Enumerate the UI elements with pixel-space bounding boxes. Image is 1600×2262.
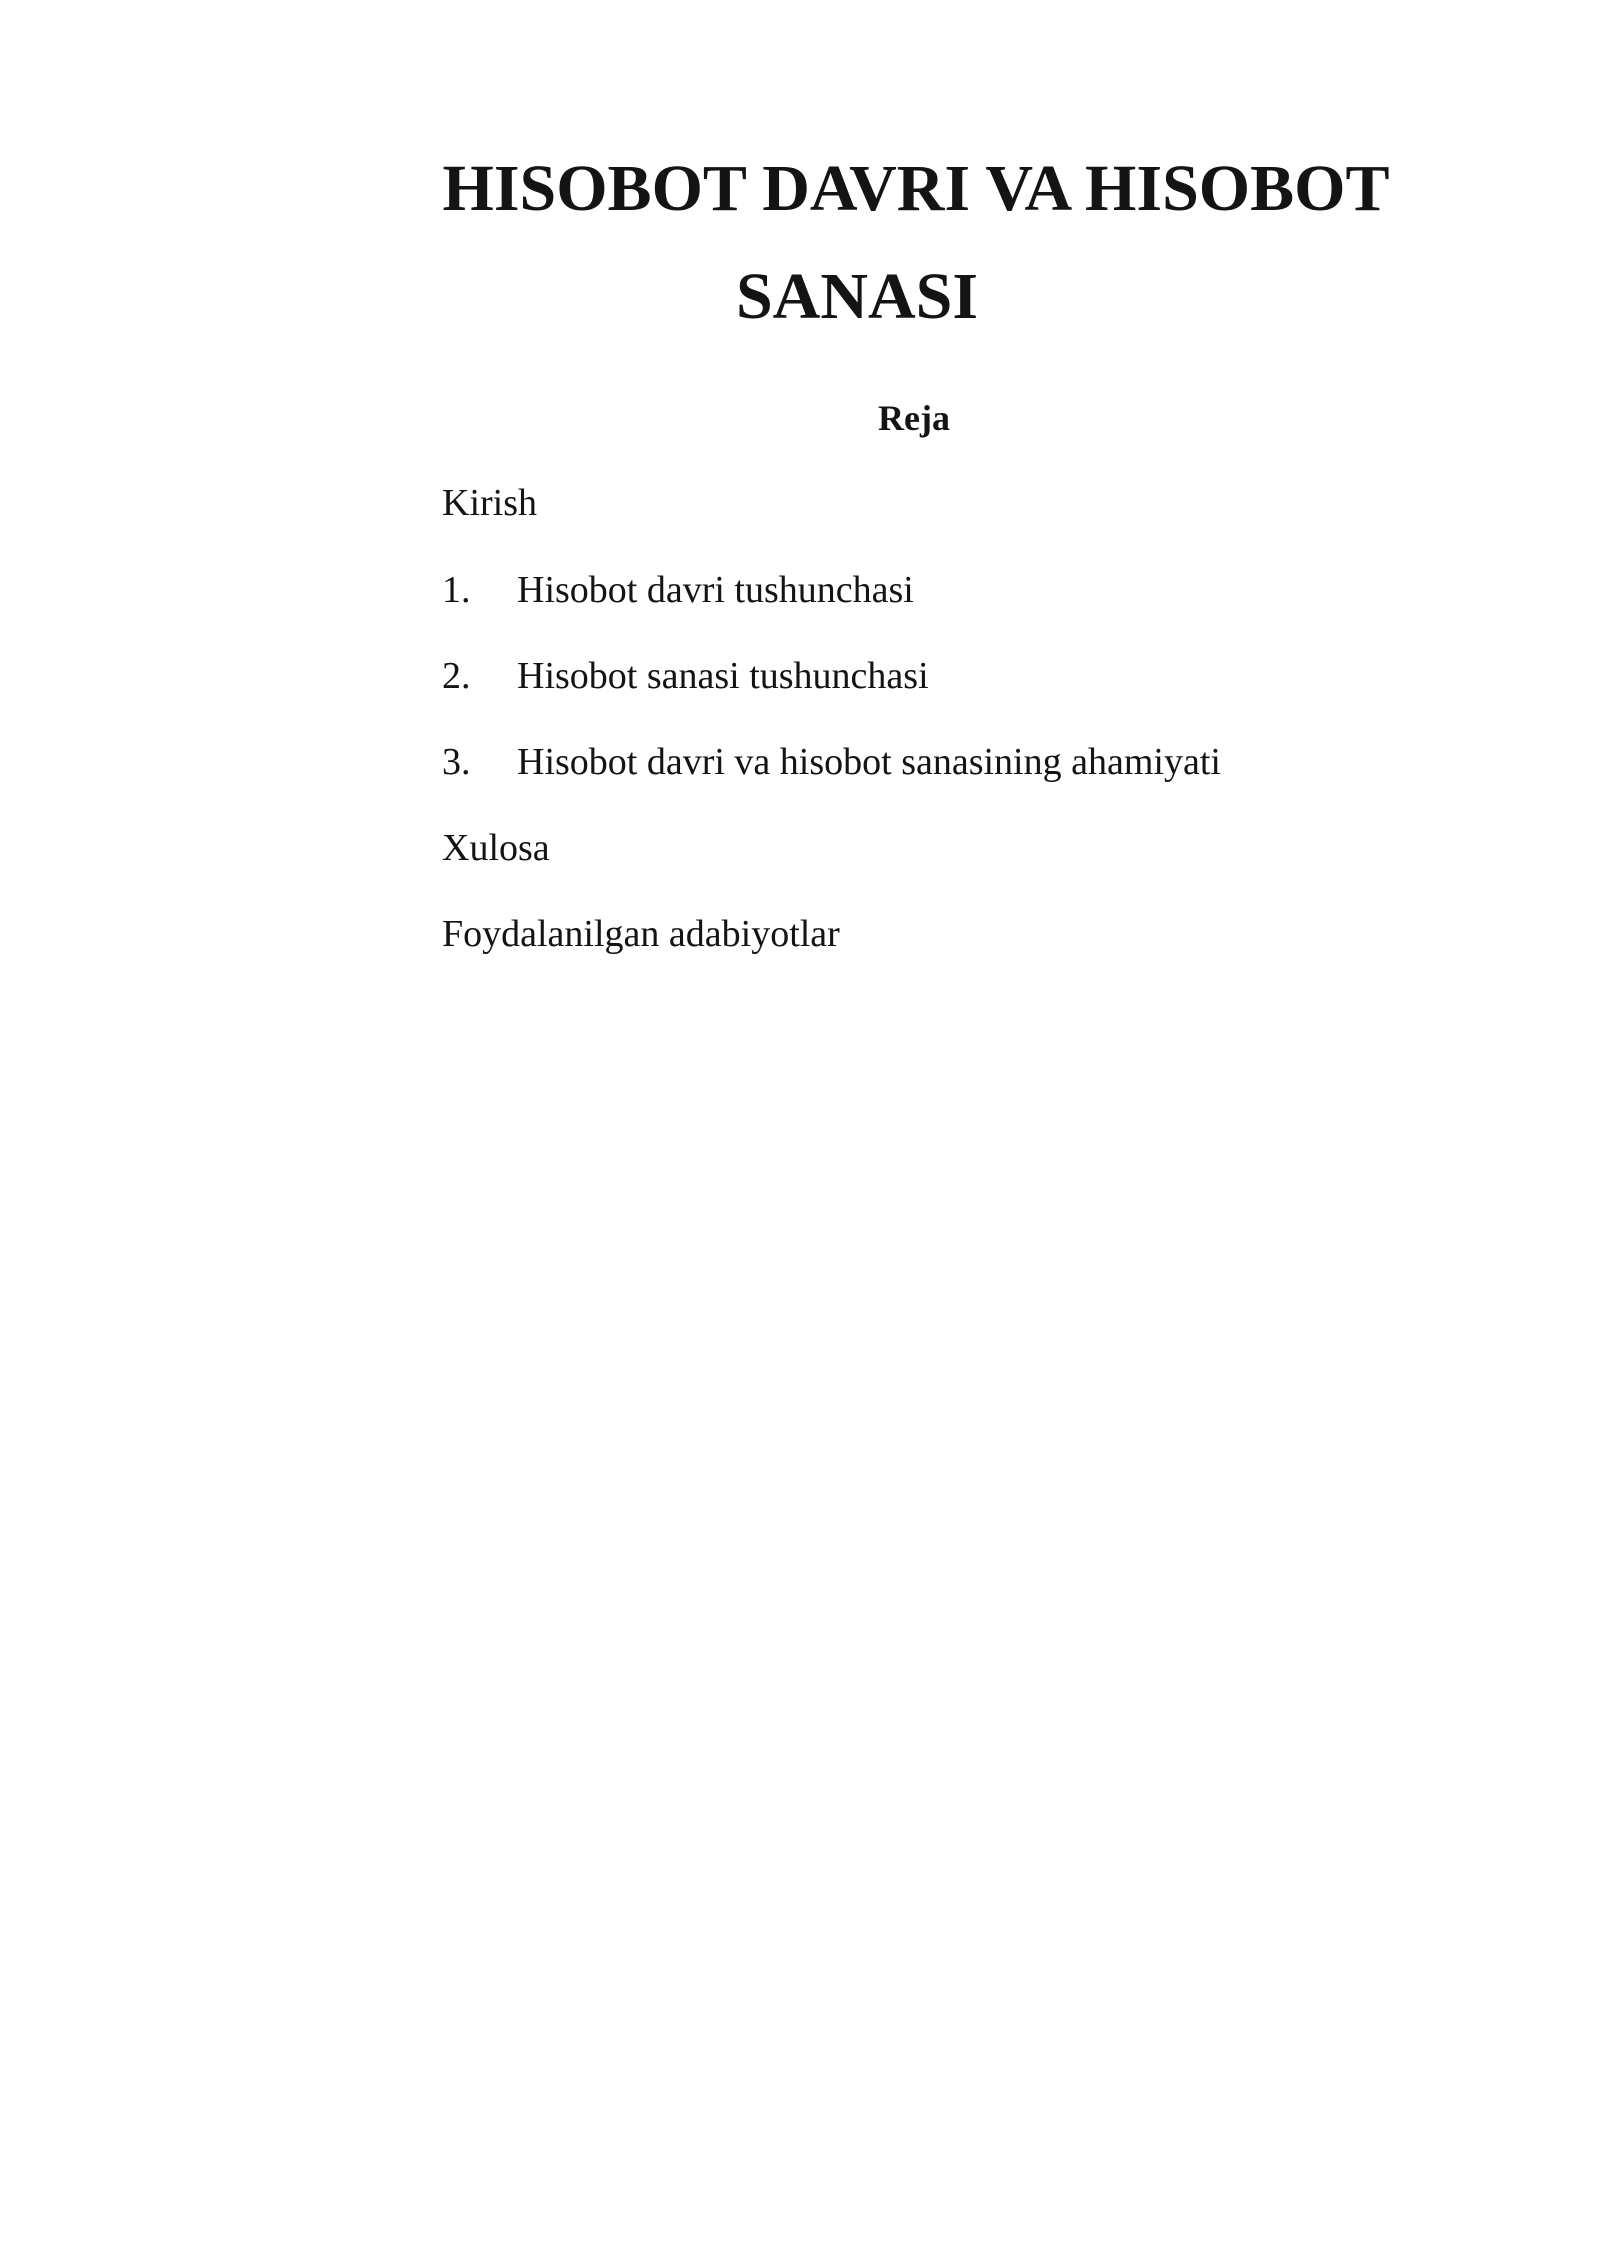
outline-item-1-label: Hisobot davri tushunchasi: [517, 569, 914, 611]
document-title-line-1: HISOBOT DAVRI VA HISOBOT: [442, 152, 1390, 225]
outline-item-2-number: 2.: [442, 655, 471, 697]
outline-intro: Kirish: [442, 482, 537, 524]
outline-item-2-label: Hisobot sanasi tushunchasi: [517, 655, 929, 697]
outline-conclusion: Xulosa: [442, 827, 550, 869]
plan-heading: Reja: [878, 398, 950, 438]
outline-item-3-label: Hisobot davri va hisobot sanasining ahamiyati: [517, 741, 1221, 783]
outline-item-1-number: 1.: [442, 569, 471, 611]
outline-item-3-number: 3.: [442, 741, 471, 783]
outline-references: Foydalanilgan adabiyotlar: [442, 913, 840, 955]
outline-item-1: [442, 571, 914, 609]
outline-item-2: [442, 657, 929, 695]
outline-item-3: [442, 743, 1221, 781]
document-title-line-2: SANASI: [735, 260, 979, 333]
